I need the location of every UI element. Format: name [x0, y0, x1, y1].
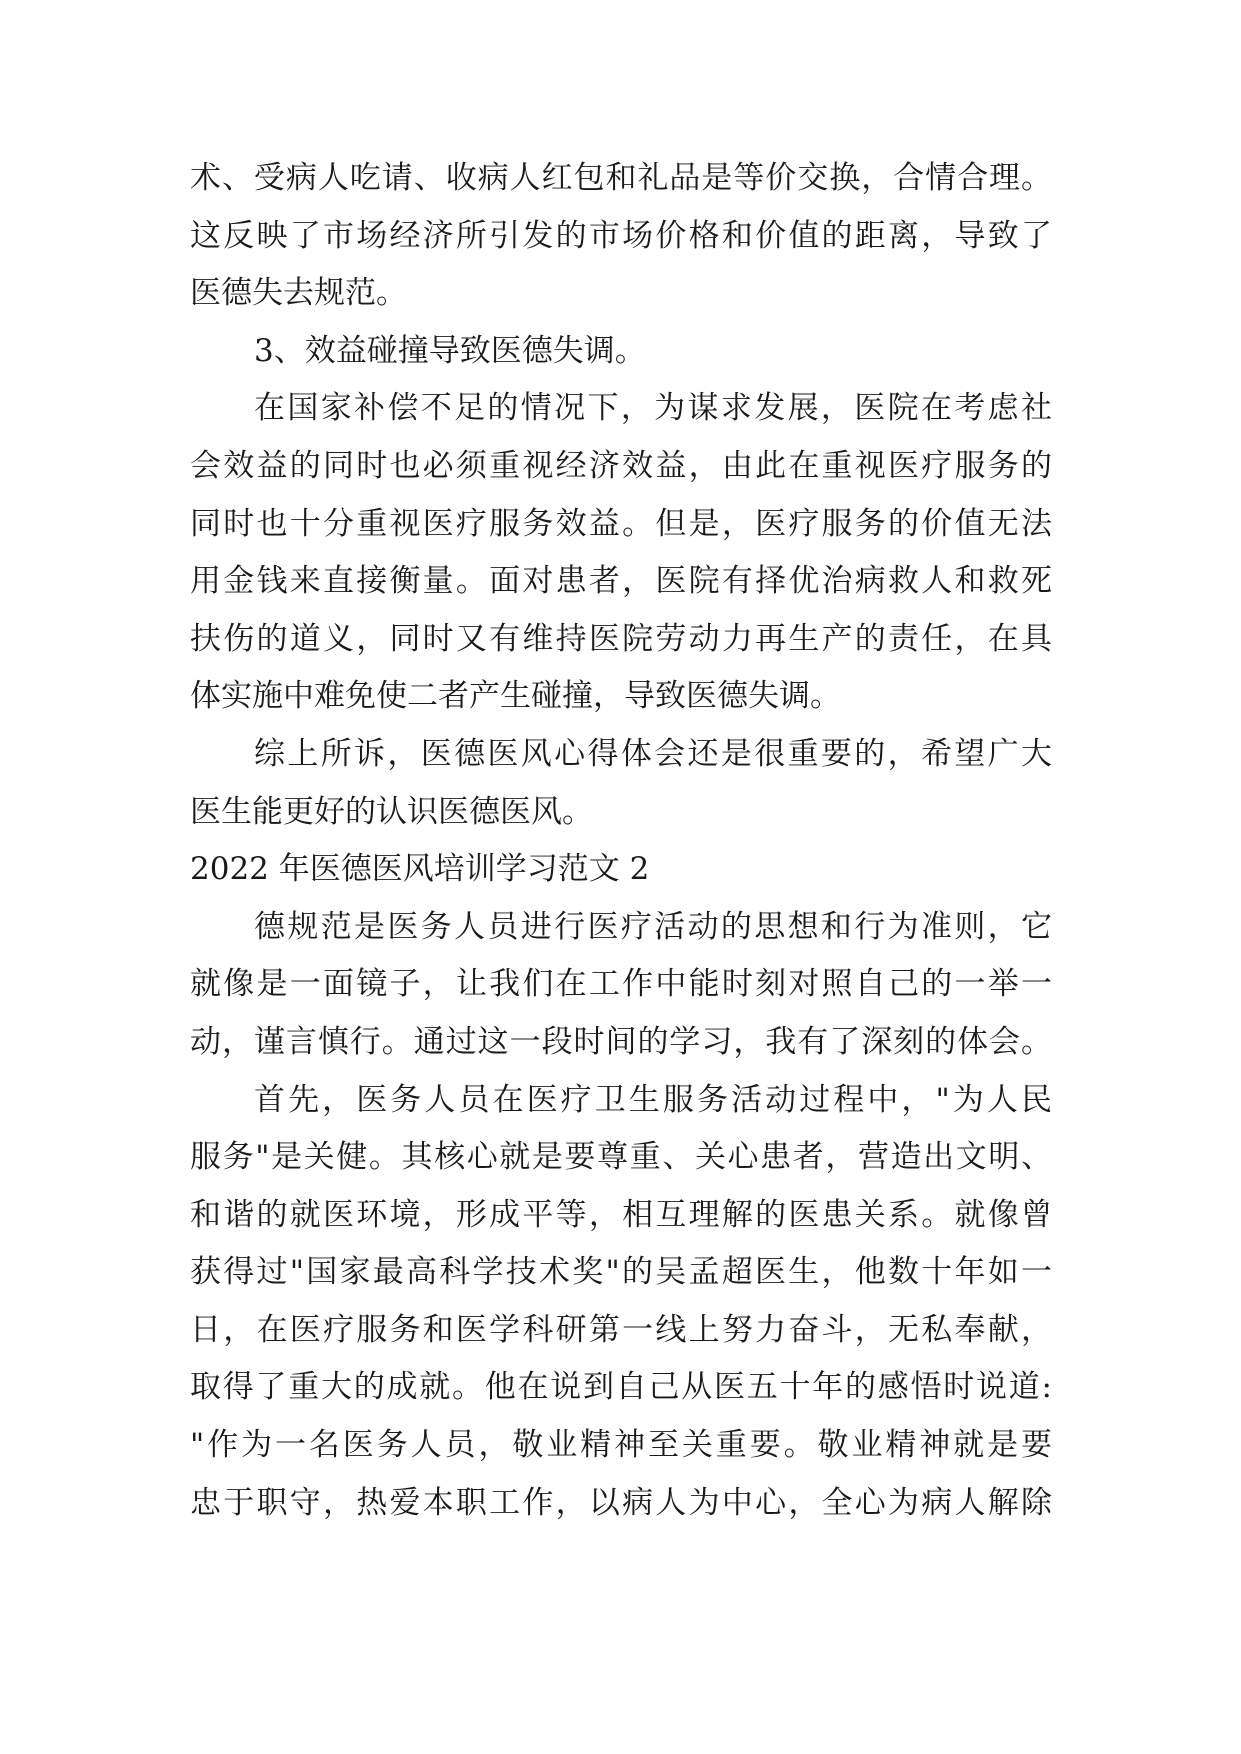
text-line: 首先，医务人员在医疗卫生服务活动过程中，"为人民 — [254, 1081, 1052, 1118]
text-line: "作为一名医务人员，敬业精神至关重要。敬业精神就是要 — [190, 1427, 1052, 1464]
text-line: 扶伤的道义，同时又有维持医院劳动力再生产的责任，在具 — [190, 620, 1052, 657]
text-line: 体实施中难免使二者产生碰撞，导致医德失调。 — [190, 678, 841, 715]
text-line: 就像是一面镜子，让我们在工作中能时刻对照自己的一举一 — [190, 966, 1052, 1003]
text-line: 获得过"国家最高科学技术奖"的吴孟超医生，他数十年如一 — [190, 1254, 1052, 1291]
text-line: 服务"是关健。其核心就是要尊重、关心患者，营造出文明、 — [190, 1139, 1052, 1176]
text-line: 综上所诉，医德医风心得体会还是很重要的，希望广大 — [254, 735, 1052, 772]
text-line: 德规范是医务人员进行医疗活动的思想和行为准则，它 — [254, 908, 1052, 945]
text-line: 医德失去规范。 — [190, 275, 407, 312]
text-line: 日，在医疗服务和医学科研第一线上努力奋斗，无私奉献， — [190, 1311, 1052, 1348]
subsection-heading: 3、效益碰撞导致医德失调。 — [254, 332, 646, 369]
text-line: 取得了重大的成就。他在说到自己从医五十年的感悟时说道: — [190, 1369, 1052, 1406]
text-line: 术、受病人吃请、收病人红包和礼品是等价交换，合情合理。 — [190, 160, 1052, 196]
text-line: 这反映了市场经济所引发的市场价格和价值的距离，导致了 — [190, 217, 1052, 254]
text-line: 用金钱来直接衡量。面对患者，医院有择优治病救人和救死 — [190, 563, 1052, 600]
text-line: 动，谨言慎行。通过这一段时间的学习，我有了深刻的体会。 — [190, 1023, 1052, 1060]
text-line: 在国家补偿不足的情况下，为谋求发展，医院在考虑社 — [254, 390, 1052, 427]
document-body — [190, 150, 1052, 1532]
text-line: 和谐的就医环境，形成平等，相互理解的医患关系。就像曾 — [190, 1196, 1052, 1233]
section-heading: 2022 年医德医风培训学习范文 2 — [190, 851, 650, 888]
text-line: 医生能更好的认识医德医风。 — [190, 793, 593, 830]
text-line: 忠于职守，热爱本职工作，以病人为中心，全心为病人解除 — [190, 1484, 1052, 1521]
text-line: 会效益的同时也必须重视经济效益，由此在重视医疗服务的 — [190, 447, 1052, 484]
text-line: 同时也十分重视医疗服务效益。但是，医疗服务的价值无法 — [190, 505, 1052, 542]
